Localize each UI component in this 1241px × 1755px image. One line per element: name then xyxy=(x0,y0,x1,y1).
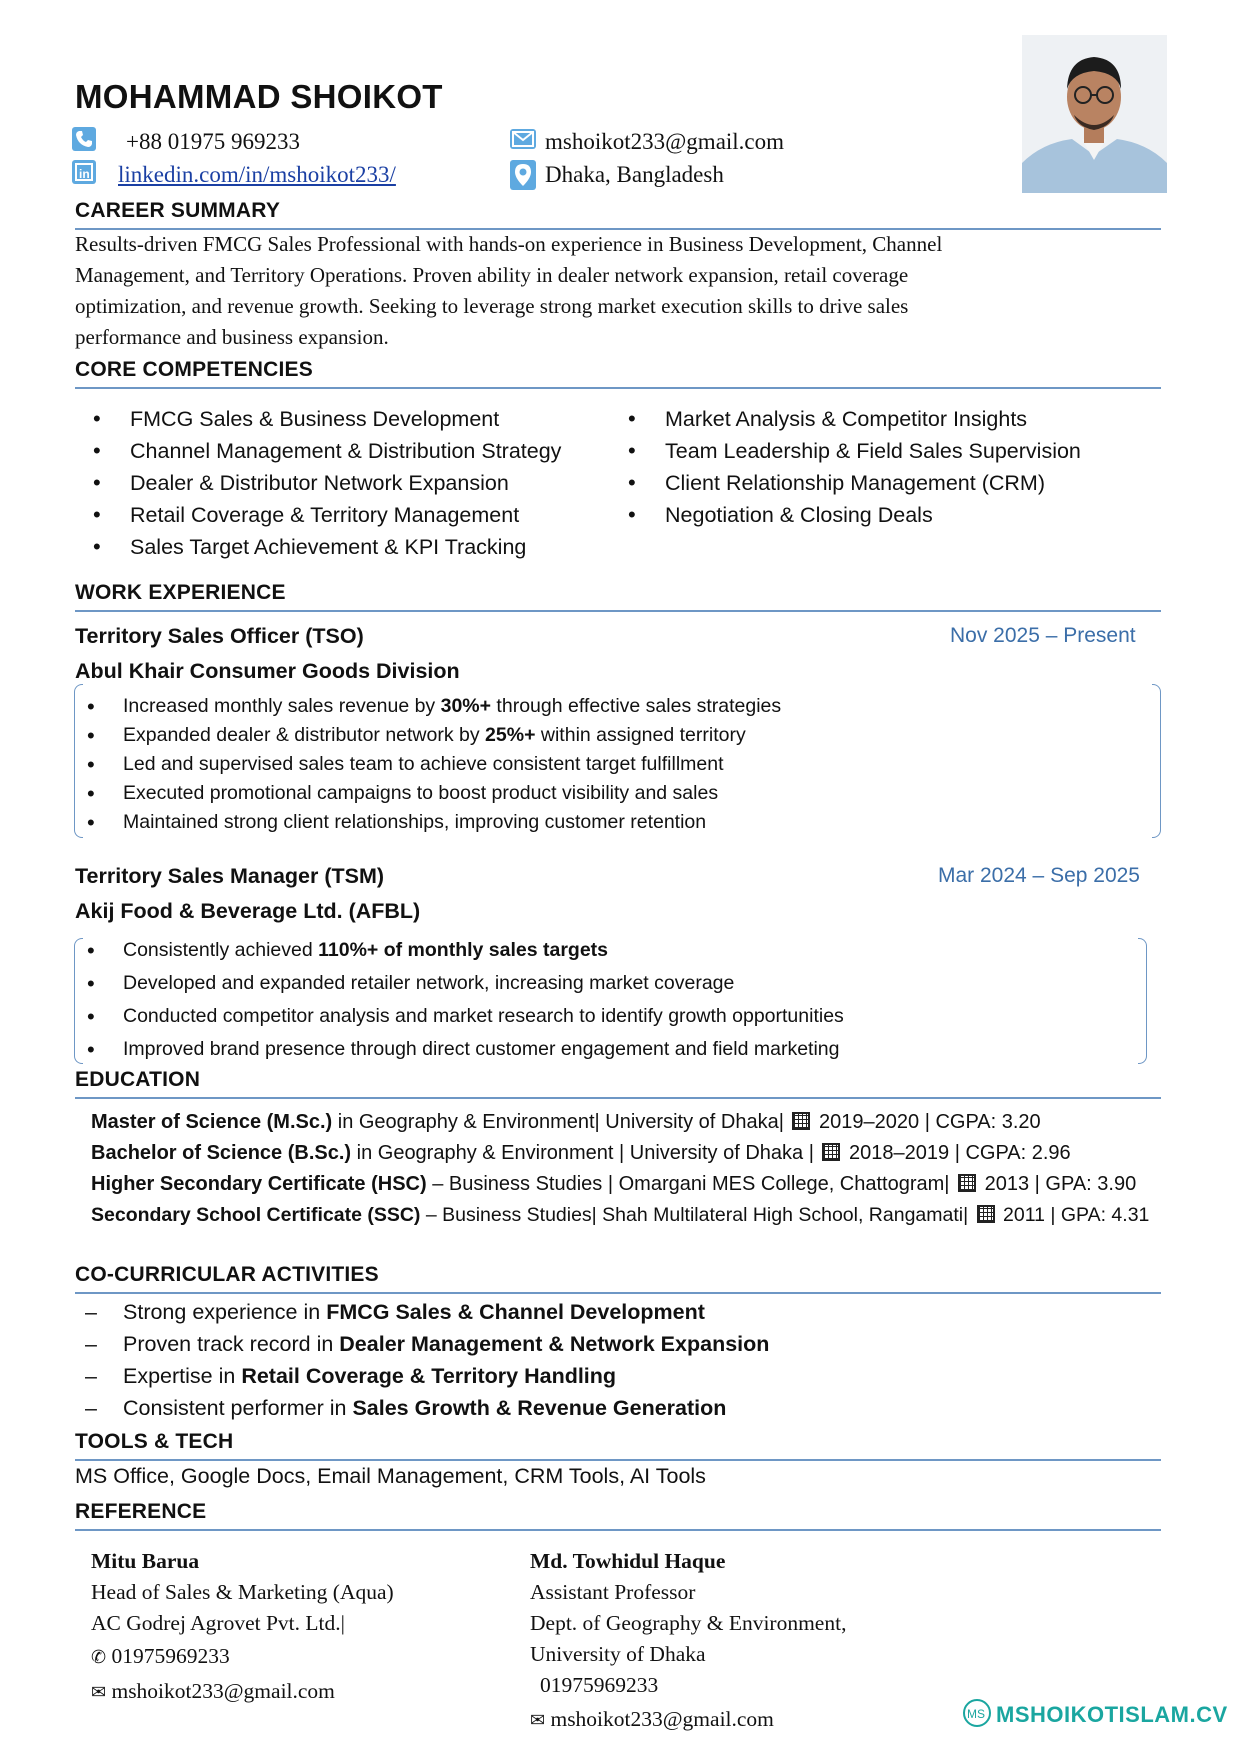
summary-line: performance and business expansion. xyxy=(75,325,389,349)
list-item xyxy=(75,967,844,1000)
list-item xyxy=(75,721,781,750)
list-item xyxy=(75,779,781,808)
list-item xyxy=(75,934,844,967)
reference-phone: 01975969233 xyxy=(540,1673,659,1697)
list-item: • Dealer & Distributor Network Expansion xyxy=(75,467,561,499)
bullet-text: through effective sales strategies xyxy=(491,695,782,717)
email-icon: ✉ xyxy=(530,1710,546,1730)
bullet-text: Improved brand presence through direct customer engagement and field marketing xyxy=(123,1038,840,1060)
activity-text: Consistent performer in xyxy=(123,1396,353,1420)
email-address[interactable]: mshoikot233@gmail.com xyxy=(545,129,785,154)
list-item xyxy=(75,1033,844,1066)
competencies-left-list xyxy=(75,403,561,563)
activity-bold: Dealer Management & Network Expansion xyxy=(339,1332,770,1356)
summary-line: optimization, and revenue growth. Seeking to leverage strong market execution skills to drive sales xyxy=(75,294,909,318)
bullet-text: within assigned territory xyxy=(535,724,746,746)
section-title-tools: TOOLS & TECH xyxy=(75,1430,234,1453)
activity-bold: Retail Coverage & Territory Handling xyxy=(241,1364,617,1388)
list-item: • Market Analysis & Competitor Insights xyxy=(610,403,1081,435)
reference-1 xyxy=(91,1546,394,1708)
job-date: Mar 2024 – Sep 2025 xyxy=(938,864,1140,887)
activity-text: Strong experience in xyxy=(123,1300,327,1324)
reference-line: Dept. of Geography & Environment, xyxy=(530,1611,847,1635)
degree: Higher Secondary Certificate (HSC) xyxy=(91,1173,427,1195)
bullet-text: Executed promotional campaigns to boost product visibility and sales xyxy=(123,782,719,804)
education-years: 2019–2020 | CGPA: 3.20 xyxy=(819,1111,1041,1133)
list-item: • Sales Target Achievement & KPI Tracking xyxy=(75,531,561,563)
job-bullets xyxy=(75,692,781,837)
section-title-core-competencies: CORE COMPETENCIES xyxy=(75,358,313,381)
list-item xyxy=(75,808,781,837)
section-title-co-curricular: CO-CURRICULAR ACTIVITIES xyxy=(75,1263,379,1286)
svg-text:in: in xyxy=(79,167,90,181)
location-icon xyxy=(510,160,536,190)
reference-line: AC Godrej Agrovet Pvt. Ltd.| xyxy=(91,1611,345,1635)
section-divider xyxy=(75,1292,1161,1294)
education-details: – Business Studies | Omargani MES College, Chattogram| xyxy=(426,1173,950,1195)
activity-bold: FMCG Sales & Channel Development xyxy=(326,1300,705,1324)
education-details: in Geography & Environment| University of Dhaka| xyxy=(332,1111,784,1133)
education-row xyxy=(91,1142,1071,1165)
list-item xyxy=(75,1328,769,1360)
section-title-education: EDUCATION xyxy=(75,1068,201,1091)
tools-text: MS Office, Google Docs, Email Management, CRM Tools, AI Tools xyxy=(75,1464,706,1488)
reference-name: Mitu Barua xyxy=(91,1549,200,1573)
job-title: Territory Sales Officer (TSO) xyxy=(75,624,364,648)
education-row xyxy=(91,1111,1041,1134)
company-name: Abul Khair Consumer Goods Division xyxy=(75,659,460,683)
calendar-icon xyxy=(977,1205,995,1223)
education-details: in Geography & Environment | University of Dhaka | xyxy=(351,1142,814,1164)
competencies-right-list xyxy=(610,403,1081,531)
watermark-text: MSHOIKOTISLAM.CV xyxy=(996,1702,1228,1727)
section-title-career-summary: CAREER SUMMARY xyxy=(75,199,281,222)
bullet-text: Increased monthly sales revenue by xyxy=(123,695,441,717)
candidate-name: MOHAMMAD SHOIKOT xyxy=(75,78,443,115)
job-date: Nov 2025 – Present xyxy=(950,624,1136,647)
bullet-bold: 110%+ of monthly sales targets xyxy=(318,939,609,961)
phone-icon xyxy=(72,127,96,151)
phone-number: +88 01975 969233 xyxy=(126,129,300,154)
portrait-image xyxy=(1022,35,1167,193)
email-icon: ✉ xyxy=(91,1682,107,1702)
svg-text:MS: MS xyxy=(967,1707,985,1721)
activity-bold: Sales Growth & Revenue Generation xyxy=(352,1396,727,1420)
list-item xyxy=(75,692,781,721)
photo xyxy=(1022,35,1167,193)
list-item: • Client Relationship Management (CRM) xyxy=(610,467,1081,499)
list-item: • Retail Coverage & Territory Management xyxy=(75,499,561,531)
job-bullets xyxy=(75,934,844,1066)
location-text: Dhaka, Bangladesh xyxy=(545,162,724,187)
list-item: • Negotiation & Closing Deals xyxy=(610,499,1081,531)
summary-line: Results-driven FMCG Sales Professional with hands-on experience in Business Development, Channel xyxy=(75,232,943,256)
education-row xyxy=(91,1173,1136,1196)
list-item xyxy=(75,750,781,779)
reference-phone-row xyxy=(530,1670,846,1701)
section-divider xyxy=(75,1097,1161,1099)
activities-list xyxy=(75,1296,769,1424)
reference-name: Md. Towhidul Haque xyxy=(530,1549,726,1573)
education-row xyxy=(91,1204,1149,1227)
bullet-text: Maintained strong client relationships, improving customer retention xyxy=(123,811,707,833)
activity-text: Proven track record in xyxy=(123,1332,340,1356)
education-details: – Business Studies| Shah Multilateral High School, Rangamati| xyxy=(420,1204,969,1226)
calendar-icon xyxy=(958,1174,976,1192)
job-title: Territory Sales Manager (TSM) xyxy=(75,864,385,888)
education-years: 2018–2019 | CGPA: 2.96 xyxy=(849,1142,1071,1164)
reference-email-row xyxy=(91,1676,394,1708)
bullet-text: Conducted competitor analysis and market research to identify growth opportunities xyxy=(123,1005,844,1027)
list-item xyxy=(75,1296,769,1328)
linkedin-icon xyxy=(72,160,96,184)
reference-line: University of Dhaka xyxy=(530,1642,706,1666)
reference-phone-row xyxy=(91,1641,394,1673)
reference-phone: 01975969233 xyxy=(111,1644,230,1668)
list-item: • Channel Management & Distribution Strategy xyxy=(75,435,561,467)
section-divider xyxy=(75,610,1161,612)
linkedin-link[interactable]: linkedin.com/in/mshoikot233/ xyxy=(118,162,396,187)
list-item xyxy=(75,1000,844,1033)
bracket-right xyxy=(1152,684,1161,838)
email-icon xyxy=(510,129,536,149)
bracket-right xyxy=(1138,938,1147,1064)
list-item: • FMCG Sales & Business Development xyxy=(75,403,561,435)
bullet-text: Developed and expanded retailer network, increasing market coverage xyxy=(123,972,735,994)
bullet-text: Led and supervised sales team to achieve consistent target fulfillment xyxy=(123,753,724,775)
reference-email[interactable]: mshoikot233@gmail.com xyxy=(550,1707,774,1731)
reference-line: Head of Sales & Marketing (Aqua) xyxy=(91,1580,394,1604)
bullet-bold: 30%+ xyxy=(440,695,492,717)
bullet-bold: 25%+ xyxy=(485,724,536,746)
section-title-work-experience: WORK EXPERIENCE xyxy=(75,581,286,604)
list-item xyxy=(75,1360,769,1392)
list-item xyxy=(75,1392,769,1424)
list-item: • Team Leadership & Field Sales Supervision xyxy=(610,435,1081,467)
education-years: 2011 | GPA: 4.31 xyxy=(1003,1204,1150,1226)
summary-line: Management, and Territory Operations. Proven ability in dealer network expansion, retail coverage xyxy=(75,263,909,287)
degree: Master of Science (M.Sc.) xyxy=(91,1111,333,1133)
section-divider xyxy=(75,1529,1161,1531)
watermark-logo-icon xyxy=(962,1698,992,1728)
section-title-reference: REFERENCE xyxy=(75,1500,207,1523)
reference-email-row xyxy=(530,1704,846,1736)
bullet-text: Expanded dealer & distributor network by xyxy=(123,724,486,746)
degree: Secondary School Certificate (SSC) xyxy=(91,1204,421,1226)
section-divider xyxy=(75,387,1161,389)
phone-icon: ✆ xyxy=(91,1647,107,1667)
calendar-icon xyxy=(822,1143,840,1161)
degree: Bachelor of Science (B.Sc.) xyxy=(91,1142,352,1164)
company-name: Akij Food & Beverage Ltd. (AFBL) xyxy=(75,899,421,923)
career-summary-text xyxy=(75,229,1165,353)
bullet-text: Consistently achieved xyxy=(123,939,319,961)
activity-text: Expertise in xyxy=(123,1364,242,1388)
reference-line: Assistant Professor xyxy=(530,1580,696,1604)
education-years: 2013 | GPA: 3.90 xyxy=(984,1173,1137,1195)
reference-email[interactable]: mshoikot233@gmail.com xyxy=(111,1679,335,1703)
section-divider xyxy=(75,1459,1161,1461)
reference-2 xyxy=(530,1546,846,1736)
calendar-icon xyxy=(792,1112,810,1130)
